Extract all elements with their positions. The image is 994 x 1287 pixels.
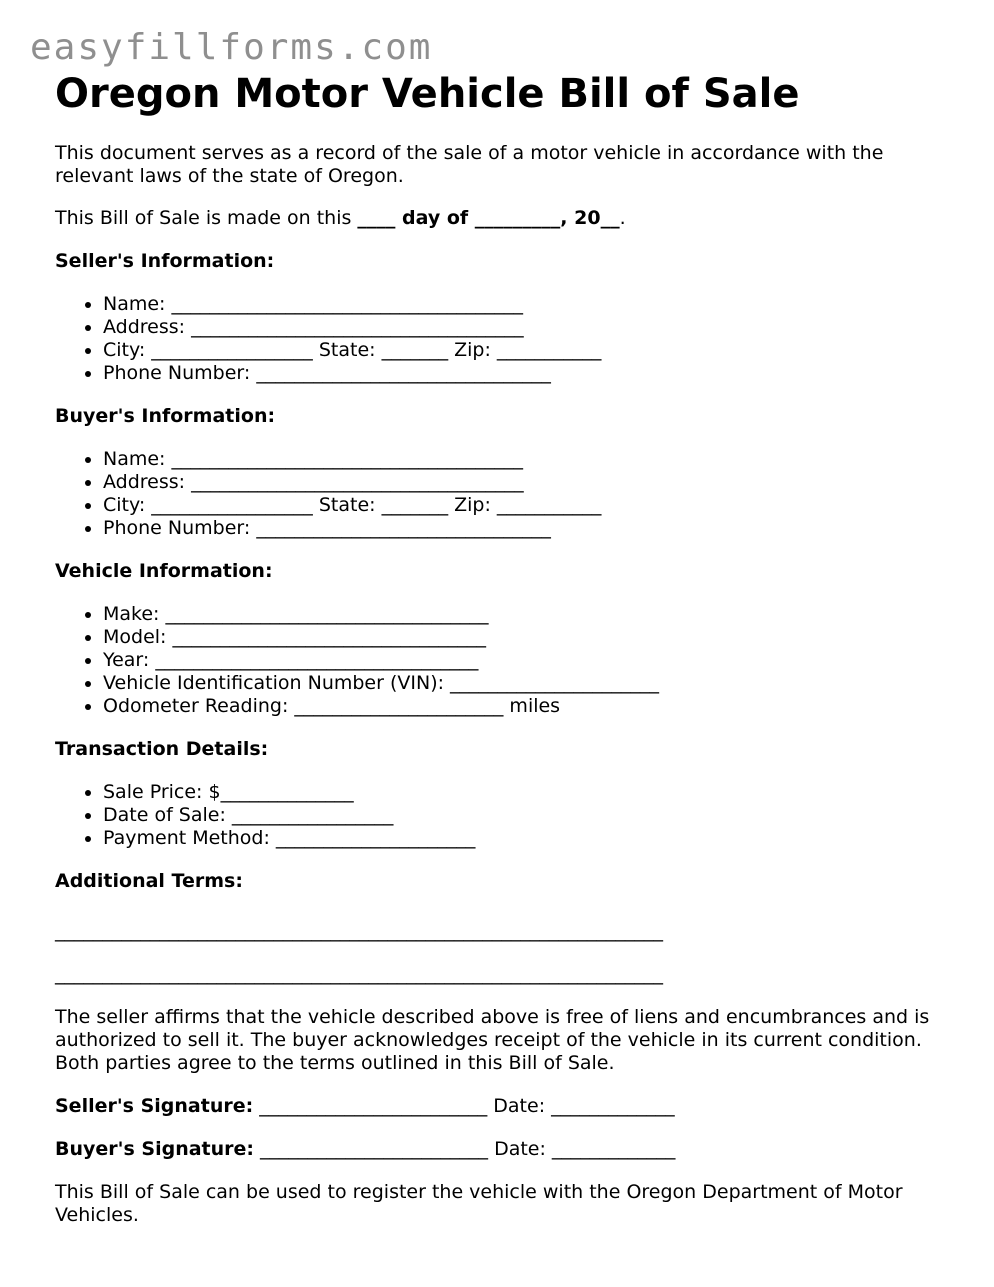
affirmation-paragraph: The seller affirms that the vehicle described above is free of liens and encumbrances and is authorized to sell it. The buyer acknowledges receipt of the vehicle in its current condition. Both parties agree to the terms outlined in this Bill of Sale. <box>55 1006 930 1074</box>
vehicle-heading: Vehicle Information: <box>55 560 273 582</box>
buyer-phone-field[interactable]: • Phone Number: _______________________________ <box>103 517 935 540</box>
seller-list <box>55 293 935 385</box>
seller-name-field[interactable]: • Name: _____________________________________ <box>103 293 935 316</box>
additional-terms-heading: Additional Terms: <box>55 870 243 892</box>
buyer-address-field[interactable]: • Address: ___________________________________ <box>103 471 935 494</box>
payment-method-field[interactable]: • Payment Method: _____________________ <box>103 827 935 850</box>
seller-city-state-zip-field[interactable]: • City: _________________ State: _______ Zip: ___________ <box>103 339 935 362</box>
seller-signature-blanks[interactable]: ________________________ Date: _____________ <box>253 1095 675 1117</box>
dateline-prefix: This Bill of Sale is made on this <box>55 207 358 229</box>
vehicle-list <box>55 603 935 718</box>
buyer-signature-label: Buyer's Signature: <box>55 1138 254 1160</box>
vehicle-year-field[interactable]: • Year: __________________________________ <box>103 649 935 672</box>
seller-signature-line[interactable] <box>55 1095 935 1118</box>
buyer-signature-line[interactable] <box>55 1138 935 1161</box>
vehicle-odometer-field[interactable]: • Odometer Reading: ______________________ miles <box>103 695 935 718</box>
dateline <box>55 207 935 230</box>
buyer-city-state-zip-field[interactable]: • City: _________________ State: _______ Zip: ___________ <box>103 494 935 517</box>
buyer-signature-blanks[interactable]: ________________________ Date: _____________ <box>254 1138 676 1160</box>
document <box>55 70 935 1227</box>
footer-paragraph: This Bill of Sale can be used to register the vehicle with the Oregon Department of Motor Vehicles. <box>55 1181 903 1226</box>
seller-heading: Seller's Information: <box>55 250 275 272</box>
dateline-suffix: . <box>619 207 626 229</box>
transaction-heading: Transaction Details: <box>55 738 269 760</box>
buyer-name-field[interactable]: • Name: _____________________________________ <box>103 448 935 471</box>
sale-price-field[interactable]: • Sale Price: $______________ <box>103 781 935 804</box>
date-of-sale-field[interactable]: • Date of Sale: _________________ <box>103 804 935 827</box>
dateline-blank: ____ day of _________, 20__ <box>357 207 620 229</box>
seller-phone-field[interactable]: • Phone Number: _______________________________ <box>103 362 935 385</box>
additional-terms-line-2[interactable]: ________________________________________________________________ <box>55 963 663 985</box>
vehicle-model-field[interactable]: • Model: _________________________________ <box>103 626 935 649</box>
seller-signature-label: Seller's Signature: <box>55 1095 254 1117</box>
seller-address-field[interactable]: • Address: ___________________________________ <box>103 316 935 339</box>
page-title: Oregon Motor Vehicle Bill of Sale <box>55 71 800 117</box>
buyer-list <box>55 448 935 540</box>
additional-terms-line-1[interactable]: ________________________________________________________________ <box>55 920 663 942</box>
buyer-heading: Buyer's Information: <box>55 405 276 427</box>
vehicle-vin-field[interactable]: • Vehicle Identification Number (VIN): ______________________ <box>103 672 935 695</box>
vehicle-make-field[interactable]: • Make: __________________________________ <box>103 603 935 626</box>
transaction-list <box>55 781 935 850</box>
intro-paragraph: This document serves as a record of the sale of a motor vehicle in accordance with the relevant laws of the state of Oregon. <box>55 142 884 187</box>
watermark: easyfillforms.com <box>30 27 433 68</box>
